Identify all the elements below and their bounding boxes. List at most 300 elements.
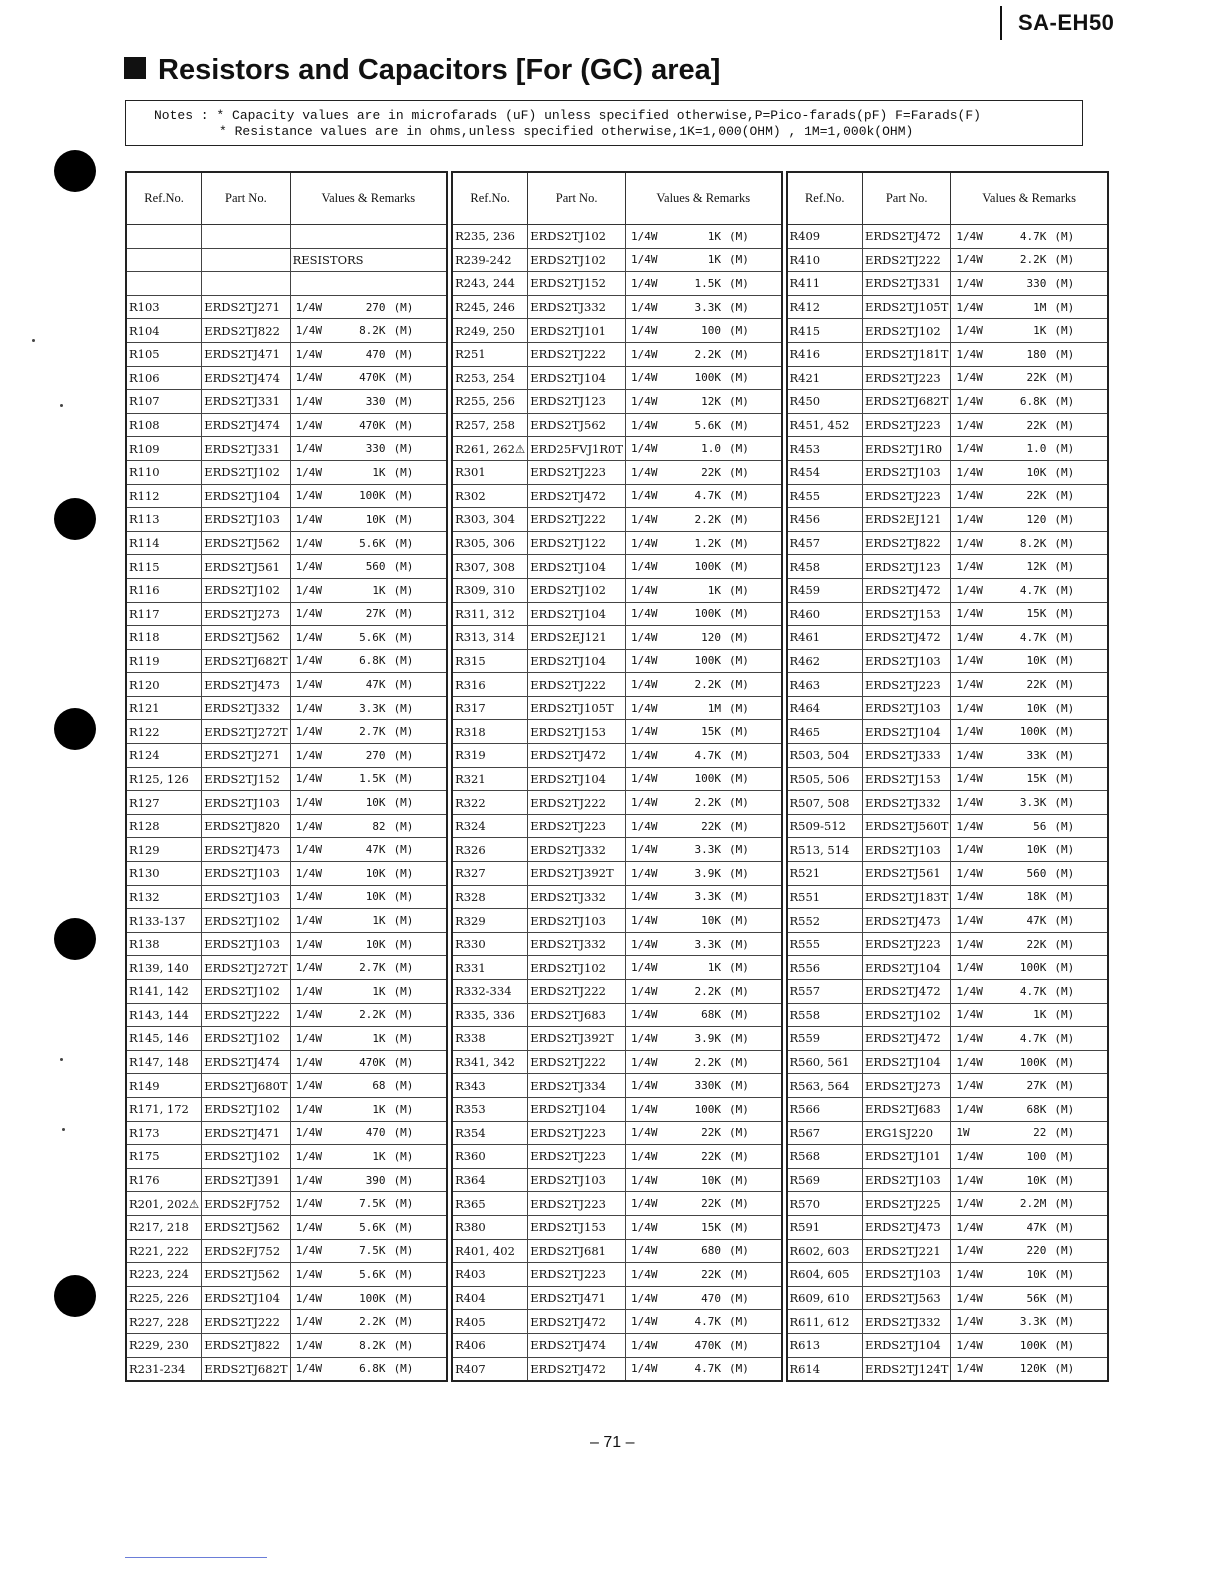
table-row <box>787 1027 1108 1051</box>
values-cell <box>290 1027 447 1051</box>
table-row <box>452 791 781 815</box>
table-row <box>452 460 781 484</box>
part-no-cell: ERDS2TJ222 <box>528 1050 626 1074</box>
ref-no-cell: R255, 256 <box>452 390 528 414</box>
part-no-cell: ERDS2TJ474 <box>202 1050 290 1074</box>
value: 1K <box>372 1102 386 1116</box>
values-cell <box>626 767 782 791</box>
mark: (M) <box>1054 1031 1075 1045</box>
mark: (M) <box>1054 678 1075 692</box>
part-no-cell: ERDS2TJ104 <box>863 956 951 980</box>
part-no-cell: ERDS2TJ183T <box>863 885 951 909</box>
wattage: 1/4W <box>956 914 983 928</box>
mark: (M) <box>729 1197 749 1211</box>
wattage: 1/4W <box>631 1173 658 1187</box>
wattage: 1/4W <box>295 866 323 880</box>
mark: (M) <box>393 1362 414 1376</box>
mark: (M) <box>729 1291 749 1305</box>
values-cell <box>290 838 447 862</box>
ref-no-cell: R103 <box>126 295 202 319</box>
mark: (M) <box>1054 725 1075 739</box>
values-cell <box>290 956 447 980</box>
mark: (M) <box>729 418 749 432</box>
value: 6.8K <box>359 654 386 668</box>
wattage: 1/4W <box>295 890 323 904</box>
ref-no-cell: R313, 314 <box>452 626 528 650</box>
values-cell <box>626 1003 782 1027</box>
wattage: 1/4W <box>631 796 658 810</box>
values-cell <box>626 1121 782 1145</box>
values-cell <box>626 555 782 579</box>
part-no-cell: ERDS2TJ152 <box>528 272 626 296</box>
table-row <box>787 484 1108 508</box>
table-row <box>787 437 1108 461</box>
value: 470 <box>365 1126 386 1140</box>
value: 10K <box>1026 1267 1047 1281</box>
ref-no-cell: R117 <box>126 602 202 626</box>
mark: (M) <box>393 1267 414 1281</box>
ref-no-cell: R604, 605 <box>787 1263 863 1287</box>
model-number: SA-EH50 <box>1018 10 1115 35</box>
wattage: 1/4W <box>631 1102 658 1116</box>
value: 1K <box>372 1149 386 1163</box>
part-no-cell: ERDS2TJ222 <box>202 1003 290 1027</box>
part-no-cell: ERDS2TJ104 <box>528 767 626 791</box>
ref-no-cell: R521 <box>787 862 863 886</box>
part-no-cell: ERDS2TJ392T <box>528 862 626 886</box>
values-cell <box>951 838 1108 862</box>
mark: (M) <box>729 536 749 550</box>
values-cell <box>626 1168 782 1192</box>
value: 1.2K <box>694 536 722 550</box>
table-row <box>126 508 447 532</box>
table-row <box>452 508 781 532</box>
notes-capacity: * Capacity values are in microfarads (uF) unless specified otherwise,P=Pico-farads(pF) F=Farads(F) <box>216 108 981 123</box>
ref-no-cell: R341, 342 <box>452 1050 528 1074</box>
ref-no-cell: R401, 402 <box>452 1239 528 1263</box>
table-row <box>126 342 447 366</box>
value: 5.6K <box>359 1267 386 1281</box>
wattage: 1/4W <box>631 701 658 715</box>
ref-no-cell: R551 <box>787 885 863 909</box>
header-values-remarks: Values & Remarks <box>951 172 1108 225</box>
value: 3.3K <box>694 300 722 314</box>
mark: (M) <box>729 1102 749 1116</box>
ref-no-cell: R175 <box>126 1145 202 1169</box>
part-no-cell: ERDS2TJ223 <box>863 484 951 508</box>
wattage: 1/4W <box>631 1220 658 1234</box>
value: 1M <box>1033 300 1047 314</box>
part-no-cell: ERDS2TJ222 <box>528 980 626 1004</box>
mark: (M) <box>1054 229 1075 243</box>
table-row <box>787 1310 1108 1334</box>
ref-no-cell: R127 <box>126 791 202 815</box>
mark: (M) <box>729 1008 749 1022</box>
mark: (M) <box>729 984 749 998</box>
value: 2.7K <box>359 961 386 975</box>
part-no-cell: ERDS2TJ820 <box>202 814 290 838</box>
table-row <box>787 531 1108 555</box>
table-row <box>126 602 447 626</box>
value: 3.3K <box>694 890 722 904</box>
value: 2.2K <box>1019 253 1047 267</box>
values-cell <box>951 225 1108 249</box>
mark: (M) <box>393 701 414 715</box>
value: 4.7K <box>1019 229 1047 243</box>
mark: (M) <box>1054 748 1075 762</box>
ref-no-cell: R354 <box>452 1121 528 1145</box>
part-no-cell: ERDS2TJ562 <box>528 413 626 437</box>
values-cell <box>626 1192 782 1216</box>
ref-no-cell: R570 <box>787 1192 863 1216</box>
notes-line-2: * Resistance values are in ohms,unless specified otherwise,1K=1,000(OHM) , 1M=1,000k(OHM) <box>219 124 914 139</box>
part-no-cell: ERDS2TJ561 <box>863 862 951 886</box>
ref-no-cell: R568 <box>787 1145 863 1169</box>
mark: (M) <box>729 890 749 904</box>
value: 1K <box>372 914 386 928</box>
part-no-cell: ERDS2TJ222 <box>528 673 626 697</box>
mark: (M) <box>1054 560 1075 574</box>
values-cell <box>290 1145 447 1169</box>
wattage: 1/4W <box>295 560 323 574</box>
part-no-cell <box>202 272 290 296</box>
wattage: 1/4W <box>956 1031 983 1045</box>
table-row <box>452 319 781 343</box>
value: 22K <box>1026 489 1047 503</box>
values-cell <box>951 1121 1108 1145</box>
part-no-cell: ERDS2TJ332 <box>528 932 626 956</box>
page-number: – 71 – <box>590 1434 635 1451</box>
table-row <box>787 1168 1108 1192</box>
value: 22K <box>1026 418 1047 432</box>
mark: (M) <box>729 229 749 243</box>
value: 2.2K <box>694 347 722 361</box>
binder-hole-icon <box>54 498 96 540</box>
wattage: 1/4W <box>295 465 323 479</box>
part-no-cell: ERDS2TJ682T <box>863 390 951 414</box>
part-no-cell: ERDS2TJ331 <box>202 437 290 461</box>
table-row <box>787 1097 1108 1121</box>
ref-no-cell: R463 <box>787 673 863 697</box>
values-cell <box>290 932 447 956</box>
values-cell <box>626 342 782 366</box>
wattage: 1/4W <box>631 1362 658 1376</box>
mark: (M) <box>729 1244 749 1258</box>
ref-no-cell: R133-137 <box>126 909 202 933</box>
table-row <box>126 484 447 508</box>
part-no-cell: ERDS2TJ473 <box>202 673 290 697</box>
values-cell <box>951 791 1108 815</box>
mark: (M) <box>393 1173 414 1187</box>
table-row <box>452 838 781 862</box>
values-cell <box>626 437 782 461</box>
part-no-cell <box>202 248 290 272</box>
ref-no-cell: R105 <box>126 342 202 366</box>
wattage: 1/4W <box>295 914 323 928</box>
ref-no-cell: R365 <box>452 1192 528 1216</box>
values-cell <box>951 814 1108 838</box>
values-cell <box>951 319 1108 343</box>
mark: (M) <box>1054 324 1075 338</box>
values-cell <box>290 578 447 602</box>
value: 120K <box>1019 1362 1047 1376</box>
mark: (M) <box>393 536 414 550</box>
wattage: 1/4W <box>631 678 658 692</box>
ref-no-cell: R143, 144 <box>126 1003 202 1027</box>
part-no-cell: ERDS2TJ332 <box>528 885 626 909</box>
wattage: 1/4W <box>956 1362 983 1376</box>
wattage: 1/4W <box>631 819 658 833</box>
values-cell <box>290 413 447 437</box>
mark: (M) <box>1054 866 1075 880</box>
table-row <box>126 1357 447 1381</box>
wattage: 1/4W <box>295 1338 323 1352</box>
value: 10K <box>1026 701 1047 715</box>
part-no-cell: ERDS2TJ472 <box>863 578 951 602</box>
ref-no-cell: R125, 126 <box>126 767 202 791</box>
table-row <box>787 602 1108 626</box>
value: 4.7K <box>1019 583 1047 597</box>
wattage: 1/4W <box>295 1031 323 1045</box>
values-cell <box>290 1310 447 1334</box>
mark: (M) <box>729 678 749 692</box>
ref-no-cell: R569 <box>787 1168 863 1192</box>
table-row <box>452 1050 781 1074</box>
table-row <box>126 413 447 437</box>
mark: (M) <box>393 512 414 526</box>
value: 1K <box>372 984 386 998</box>
value: 1K <box>372 1031 386 1045</box>
part-no-cell: ERDS2TJ222 <box>528 508 626 532</box>
part-no-cell: ERDS2TJ225 <box>863 1192 951 1216</box>
value: 4.7K <box>1019 630 1047 644</box>
mark: (M) <box>393 961 414 975</box>
part-no-cell: ERDS2TJ683 <box>863 1097 951 1121</box>
mark: (M) <box>393 1055 414 1069</box>
value: 82 <box>372 819 386 833</box>
wattage: 1/4W <box>956 276 983 290</box>
table-row <box>452 248 781 272</box>
header-values-remarks: Values & Remarks <box>626 172 782 225</box>
wattage: 1/4W <box>631 489 658 503</box>
mark: (M) <box>729 748 749 762</box>
values-cell <box>290 366 447 390</box>
ref-no-cell: R251 <box>452 342 528 366</box>
ref-no-cell: R307, 308 <box>452 555 528 579</box>
part-no-cell: ERDS2TJ472 <box>528 1310 626 1334</box>
table-row <box>126 980 447 1004</box>
mark: (M) <box>729 512 749 526</box>
ref-no-cell: R507, 508 <box>787 791 863 815</box>
value: 3.9K <box>694 866 722 880</box>
values-cell <box>290 626 447 650</box>
part-no-cell: ERDS2FJ752 <box>202 1239 290 1263</box>
values-cell <box>290 437 447 461</box>
header-part-no: Part No. <box>202 172 290 225</box>
ref-no-cell: R328 <box>452 885 528 909</box>
table-row <box>787 366 1108 390</box>
table-row <box>126 1239 447 1263</box>
ref-no-cell: R410 <box>787 248 863 272</box>
table-row <box>126 225 447 249</box>
ref-no-cell: R591 <box>787 1215 863 1239</box>
wattage: 1/4W <box>295 1315 323 1329</box>
values-cell <box>951 1215 1108 1239</box>
values-cell <box>626 885 782 909</box>
mark: (M) <box>729 1267 749 1281</box>
wattage: 1/4W <box>956 1173 983 1187</box>
ref-no-cell: R566 <box>787 1097 863 1121</box>
ref-no-cell: R253, 254 <box>452 366 528 390</box>
value: 470K <box>359 1055 386 1069</box>
table-row <box>452 1145 781 1169</box>
part-no-cell: ERDS2TJ101 <box>863 1145 951 1169</box>
table-row <box>126 248 447 272</box>
values-cell <box>626 460 782 484</box>
ref-no-cell: R303, 304 <box>452 508 528 532</box>
ref-no-cell: R120 <box>126 673 202 697</box>
values-cell <box>951 578 1108 602</box>
table-row <box>452 1097 781 1121</box>
mark: (M) <box>1054 253 1075 267</box>
part-no-cell: ERDS2TJ221 <box>863 1239 951 1263</box>
table-row <box>126 932 447 956</box>
table-row <box>452 1357 781 1381</box>
values-cell <box>951 696 1108 720</box>
part-no-cell: ERDS2TJ104 <box>863 720 951 744</box>
wattage: 1/4W <box>631 725 658 739</box>
wattage: 1/4W <box>295 418 323 432</box>
wattage: 1/4W <box>295 984 323 998</box>
mark: (M) <box>729 442 749 456</box>
values-cell <box>290 1286 447 1310</box>
table-row <box>452 626 781 650</box>
wattage: 1/4W <box>295 1220 323 1234</box>
ref-no-cell: R317 <box>452 696 528 720</box>
part-no-cell: ERDS2TJ102 <box>528 956 626 980</box>
value: 330K <box>694 1079 722 1093</box>
wattage: 1/4W <box>631 371 658 385</box>
ref-no-cell: R243, 244 <box>452 272 528 296</box>
ref-no-cell: R311, 312 <box>452 602 528 626</box>
table-row <box>126 319 447 343</box>
value: 390 <box>365 1173 386 1187</box>
part-no-cell: ERDS2TJ104 <box>863 1050 951 1074</box>
ref-no-cell: R107 <box>126 390 202 414</box>
table-row <box>452 1027 781 1051</box>
wattage: 1/4W <box>956 1055 983 1069</box>
value: 5.6K <box>359 1220 386 1234</box>
ref-no-cell: R115 <box>126 555 202 579</box>
table-row <box>126 1145 447 1169</box>
wattage: 1/4W <box>295 1362 323 1376</box>
values-cell <box>951 932 1108 956</box>
mark: (M) <box>393 442 414 456</box>
values-cell <box>290 1050 447 1074</box>
table-row <box>787 248 1108 272</box>
table-row <box>452 225 781 249</box>
value: 22K <box>701 1126 722 1140</box>
wattage: 1/4W <box>631 914 658 928</box>
values-cell <box>626 1357 782 1381</box>
wattage: 1/4W <box>956 654 983 668</box>
value: 5.6K <box>359 536 386 550</box>
table-row <box>787 909 1108 933</box>
ref-no-cell: R129 <box>126 838 202 862</box>
values-cell <box>290 814 447 838</box>
table-row <box>126 814 447 838</box>
ref-no-cell: R465 <box>787 720 863 744</box>
wattage: 1/4W <box>956 748 983 762</box>
part-no-cell: ERDS2TJ153 <box>863 602 951 626</box>
mark: (M) <box>729 253 749 267</box>
value: 2.7K <box>359 725 386 739</box>
wattage: 1/4W <box>631 394 658 408</box>
table-row <box>452 342 781 366</box>
mark: (M) <box>729 394 749 408</box>
part-no-cell: ERDS2TJ103 <box>863 696 951 720</box>
wattage: 1/4W <box>295 1267 323 1281</box>
ref-no-cell: R457 <box>787 531 863 555</box>
ref-no-cell: R130 <box>126 862 202 886</box>
table-row <box>787 956 1108 980</box>
part-no-cell: ERDS2TJ104 <box>528 555 626 579</box>
part-no-cell: ERDS2TJ273 <box>202 602 290 626</box>
values-cell <box>951 862 1108 886</box>
wattage: 1/4W <box>956 347 983 361</box>
table-row <box>787 319 1108 343</box>
values-cell <box>290 649 447 673</box>
ref-no-cell: R458 <box>787 555 863 579</box>
values-cell <box>290 673 447 697</box>
mark: (M) <box>1054 630 1075 644</box>
wattage: 1/4W <box>631 1079 658 1093</box>
table-row <box>126 531 447 555</box>
values-cell <box>951 1286 1108 1310</box>
table-row <box>452 1192 781 1216</box>
table-row <box>787 1050 1108 1074</box>
wattage: 1/4W <box>956 1315 983 1329</box>
wattage: 1/4W <box>295 512 323 526</box>
part-no-cell: ERDS2FJ752 <box>202 1192 290 1216</box>
table-row <box>787 342 1108 366</box>
wattage: 1/4W <box>631 1244 658 1258</box>
part-no-cell: ERDS2TJ104 <box>202 1286 290 1310</box>
wattage: 1/4W <box>956 324 983 338</box>
values-cell <box>290 531 447 555</box>
values-cell <box>626 1074 782 1098</box>
wattage: 1/4W <box>631 418 658 432</box>
part-no-cell: ERDS2TJ102 <box>528 248 626 272</box>
table-row <box>787 885 1108 909</box>
ref-no-cell: R249, 250 <box>452 319 528 343</box>
ref-no-cell: R245, 246 <box>452 295 528 319</box>
table-row <box>452 413 781 437</box>
table-row <box>126 1050 447 1074</box>
ref-no-cell: R335, 336 <box>452 1003 528 1027</box>
part-no-cell: ERDS2TJ223 <box>863 366 951 390</box>
part-no-cell: ERDS2TJ682T <box>202 1357 290 1381</box>
ref-no-cell: R331 <box>452 956 528 980</box>
table-row <box>126 1168 447 1192</box>
values-cell <box>626 1097 782 1121</box>
table-row <box>787 460 1108 484</box>
part-no-cell: ERDS2TJ104 <box>863 1333 951 1357</box>
part-no-cell: ERDS2TJ153 <box>528 1215 626 1239</box>
wattage: 1/4W <box>295 1008 323 1022</box>
part-no-cell: ERDS2TJ102 <box>202 1027 290 1051</box>
mark: (M) <box>393 772 414 786</box>
